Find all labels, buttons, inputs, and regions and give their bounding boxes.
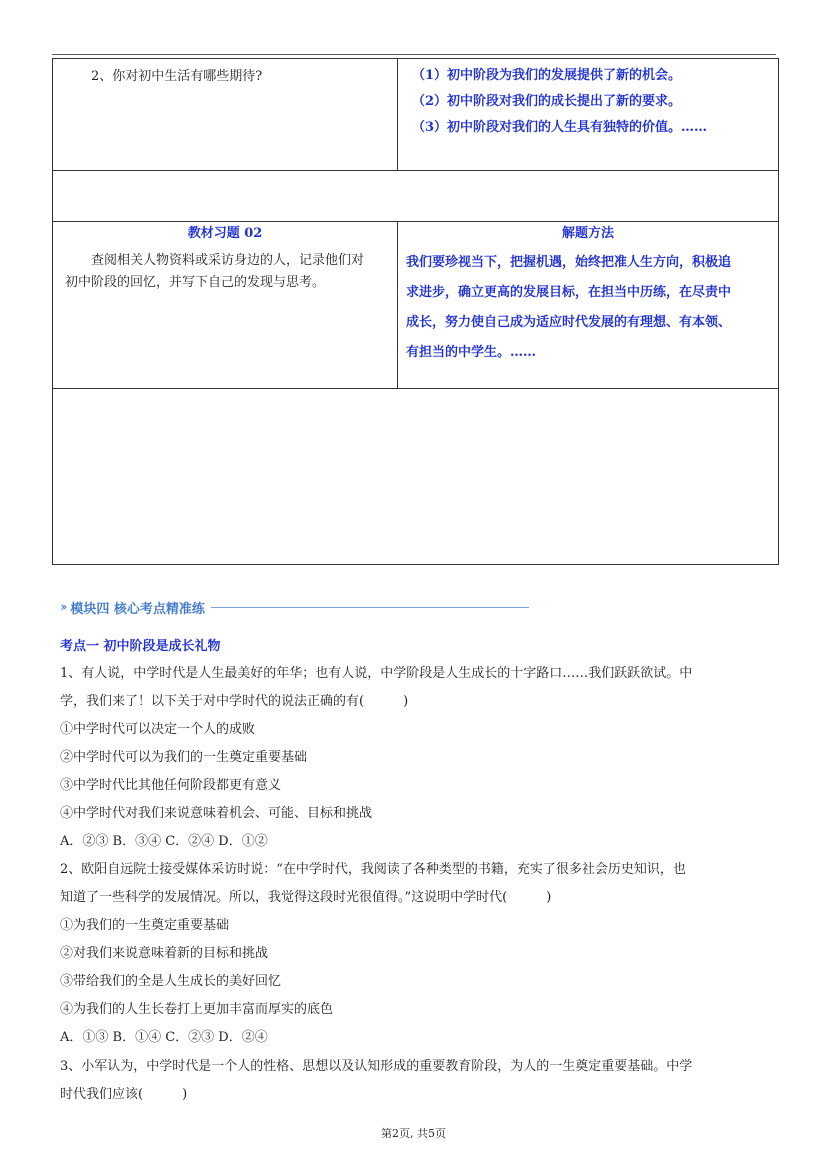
exercise-cell: [53, 222, 398, 389]
table-row: [53, 59, 779, 171]
header-rule: [52, 54, 776, 55]
option-item: ③中学时代比其他任何阶段都更有意义: [60, 778, 282, 793]
exercise-text-line: 查阅相关人物资料或采访身边的人，记录他们对: [91, 253, 365, 268]
method-header: 解题方法: [561, 226, 614, 241]
question-3: [60, 1053, 770, 1109]
kaodian-title: 考点一 初中阶段是成长礼物: [60, 639, 221, 654]
answer-cell: [398, 59, 779, 171]
table-row: [53, 171, 779, 222]
option-item: ①中学时代可以决定一个人的成败: [60, 722, 256, 737]
question-cell: [53, 59, 398, 171]
answer-line: （3）初中阶段对我们的人生具有独特的价值。……: [412, 120, 708, 135]
option-item: ②对我们来说意味着新的目标和挑战: [60, 946, 269, 961]
question-line: 学，我们来了！以下关于对中学时代的说法正确的有( ): [60, 694, 409, 709]
option-item: ①为我们的一生奠定重要基础: [60, 918, 230, 933]
module-title: 模块四 核心考点精准练: [70, 601, 205, 617]
choices-line: A．②③ B．③④ C．②④ D．①②: [60, 834, 268, 849]
question-text: 2、你对初中生活有哪些期待?: [91, 69, 263, 84]
answer-blank-cell: [53, 389, 779, 565]
choices-line: A．①③ B．①④ C．②③ D．②④: [60, 1030, 268, 1045]
method-line: 我们要珍视当下，把握机遇，始终把准人生方向，积极追: [406, 255, 732, 270]
answer-line: （1）初中阶段为我们的发展提供了新的机会。: [412, 68, 682, 83]
answer-line: （2）初中阶段对我们的成长提出了新的要求。: [412, 94, 682, 109]
blank-cell: [53, 171, 779, 222]
module-rule: [211, 607, 529, 608]
page-number: 第2页, 共5页: [381, 1127, 446, 1140]
option-item: ②中学时代可以为我们的一生奠定重要基础: [60, 750, 308, 765]
option-item: ④中学时代对我们来说意味着机会、可能、目标和挑战: [60, 806, 373, 821]
option-item: ④为我们的人生长卷打上更加丰富而厚实的底色: [60, 1002, 334, 1017]
table-row: [53, 222, 779, 389]
method-text: [398, 244, 778, 368]
question-1: [60, 660, 770, 856]
question-line: 3、小军认为，中学时代是一个人的性格、思想以及认知形成的重要教育阶段，为人的一生奠定重要基础。中学: [60, 1059, 693, 1074]
question-line: 2、欧阳自远院士接受媒体采访时说：“在中学时代，我阅读了各种类型的书籍，充实了很多社会历史知识，也: [60, 862, 686, 877]
method-line: 求进步，确立更高的发展目标，在担当中历练，在尽责中: [406, 285, 732, 300]
method-cell: [398, 222, 779, 389]
question-line: 时代我们应该( ): [60, 1087, 188, 1102]
method-line: 成长，努力使自己成为适应时代发展的有理想、有本领、: [406, 315, 732, 330]
exercise-text-line: 初中阶段的回忆，并写下自己的发现与思考。: [65, 275, 326, 290]
exercise-text: [53, 244, 397, 294]
exercise-table: [52, 58, 779, 565]
double-chevron-icon: ››: [60, 599, 65, 615]
table-row: [53, 389, 779, 565]
question-line: 知道了一些科学的发展情况。所以，我觉得这段时光很值得。”这说明中学时代( ): [60, 890, 552, 905]
module-heading: [60, 598, 529, 616]
question-line: 1、有人说，中学时代是人生最美好的年华；也有人说，中学阶段是人生成长的十字路口……我们跃跃欲试。中: [60, 666, 693, 681]
method-line: 有担当的中学生。……: [406, 345, 537, 360]
option-item: ③带给我们的全是人生成长的美好回忆: [60, 974, 282, 989]
question-2: [60, 856, 770, 1052]
exercise-header: 教材习题 02: [187, 226, 263, 241]
